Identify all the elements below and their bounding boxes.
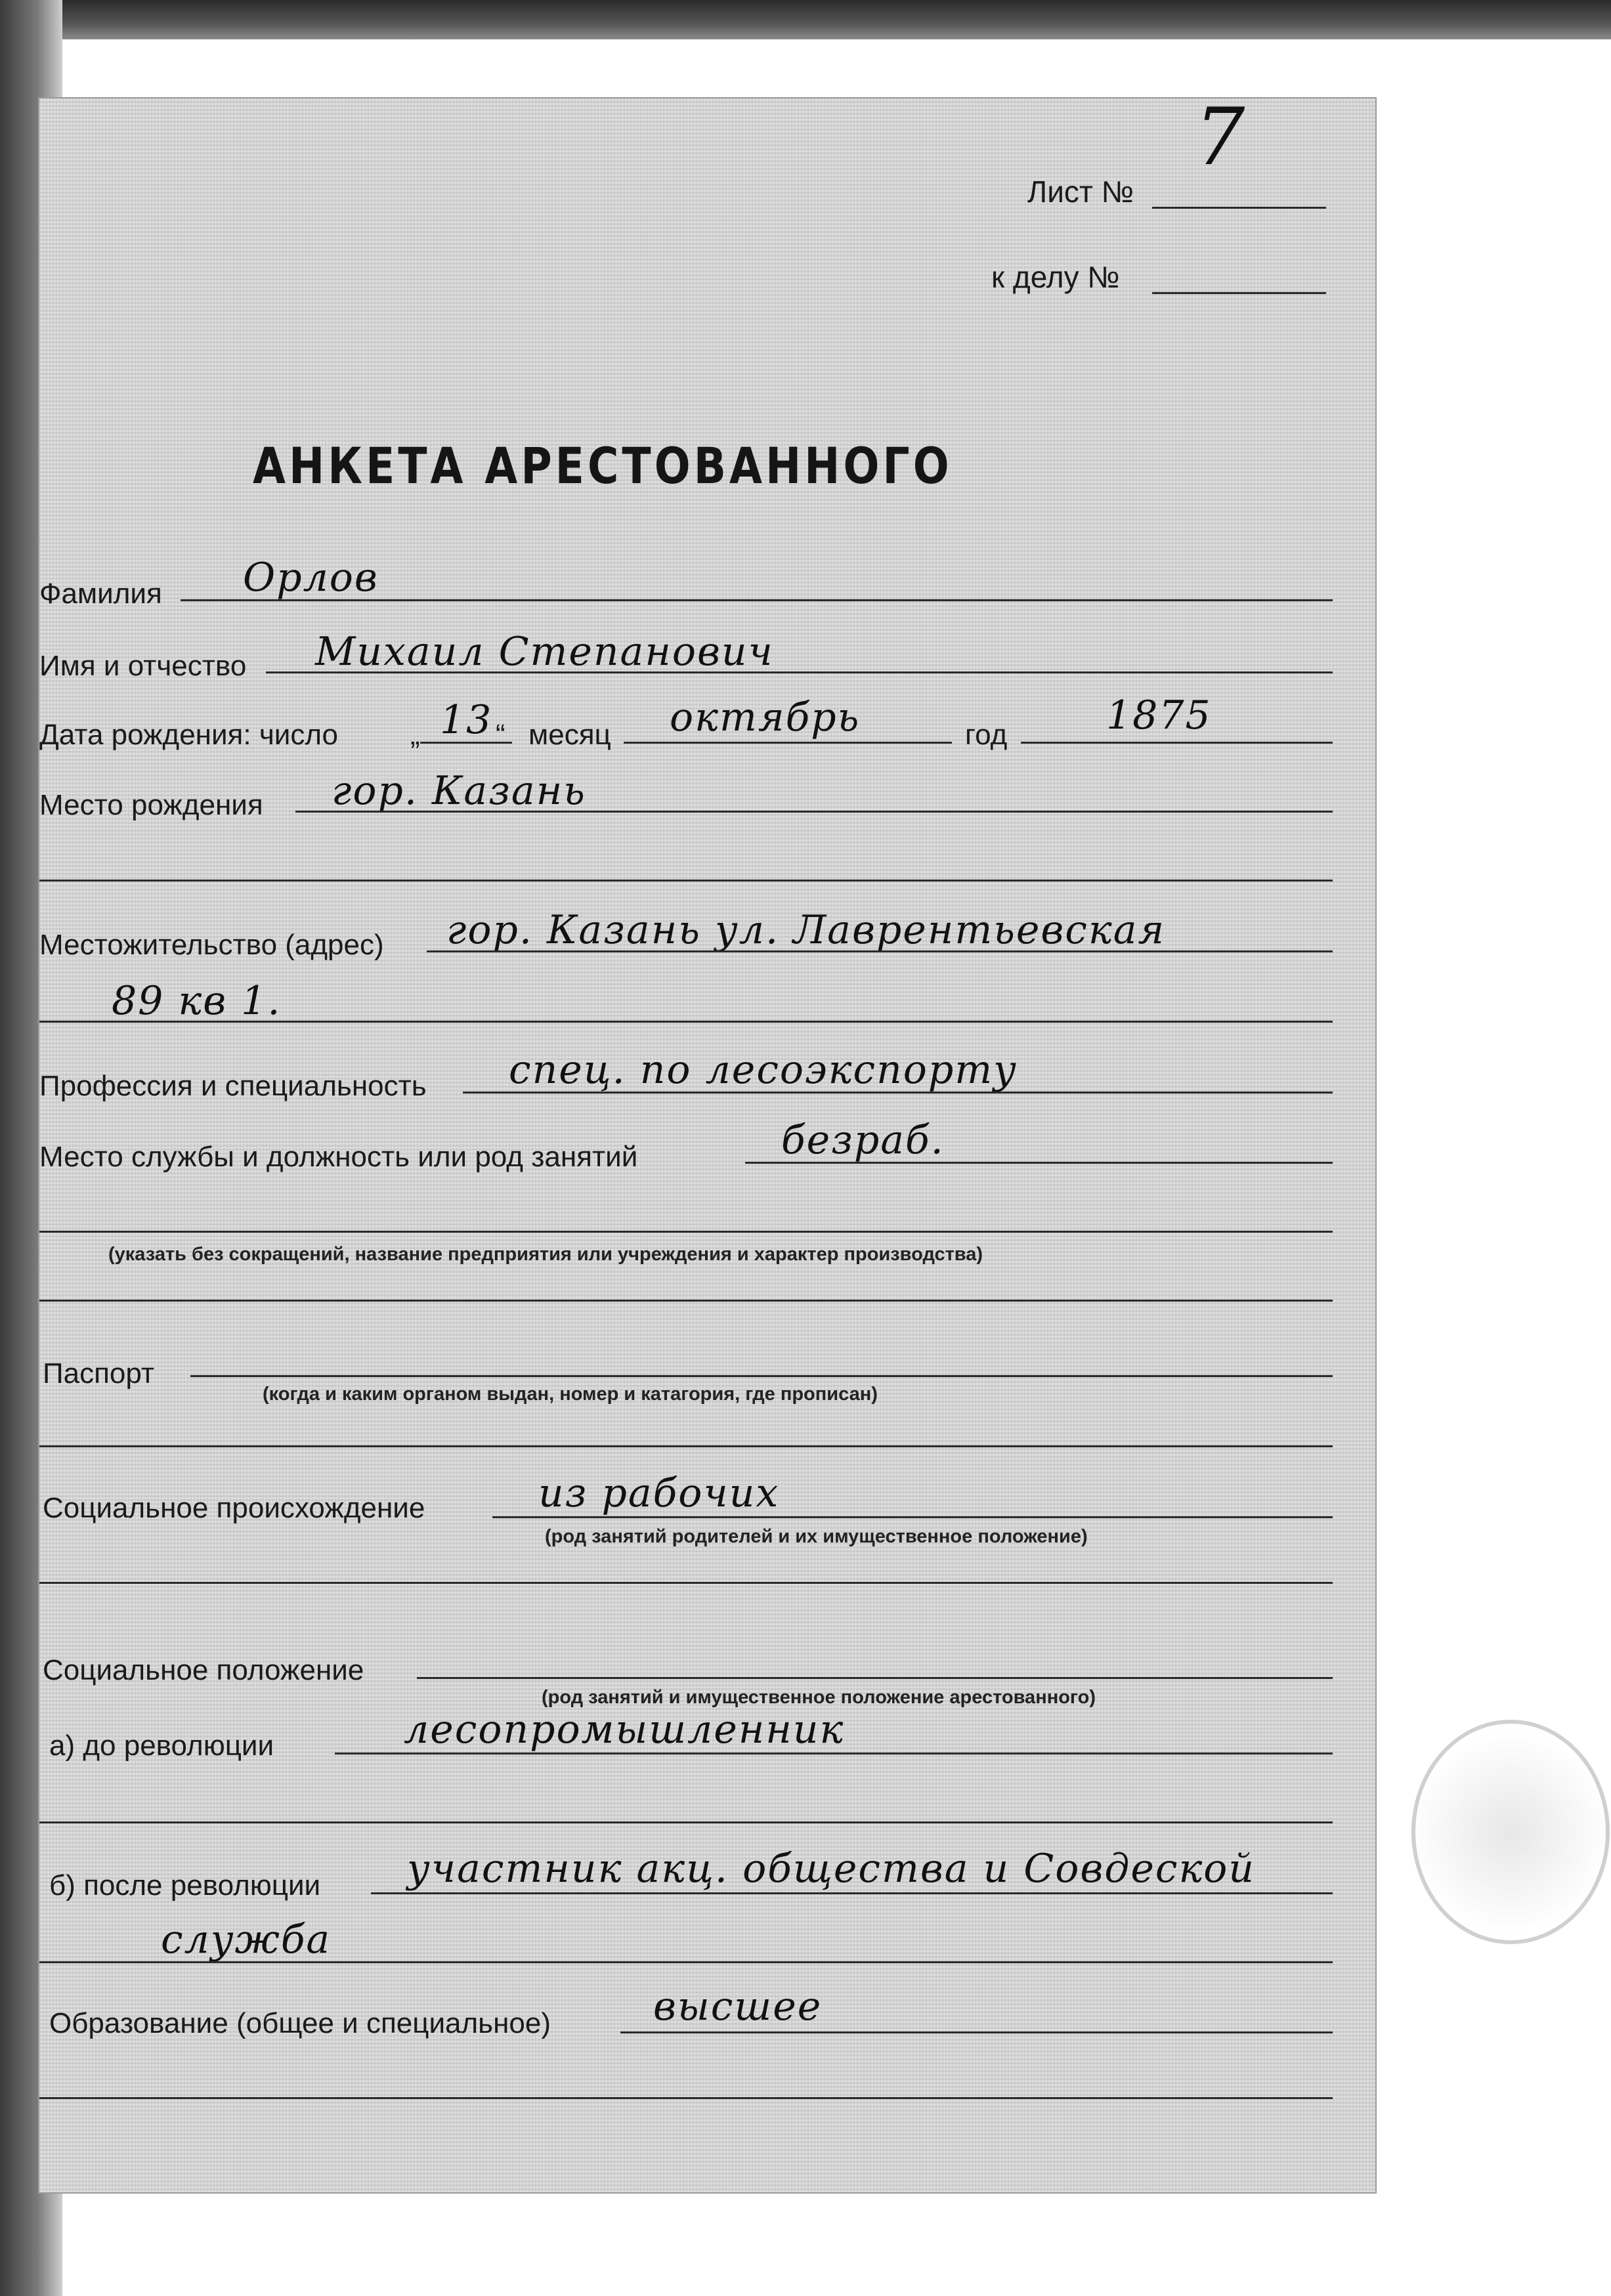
name-label: Имя и отчество (39, 650, 247, 682)
residence-value-line1: гор. Казань ул. Лаврентьевская (446, 907, 1166, 953)
passport-line (190, 1375, 1333, 1377)
social-origin-label: Социальное происхождение (43, 1492, 425, 1524)
social-origin-hint: (род занятий родителей и их имущественное положение) (545, 1526, 1088, 1547)
surname-line (181, 599, 1333, 601)
surname-label: Фамилия (39, 578, 162, 610)
workplace-value: безраб. (781, 1117, 945, 1163)
archive-stamp (1411, 1720, 1610, 1944)
workplace-line-2 (39, 1231, 1333, 1233)
surname-value: Орлов (243, 555, 379, 601)
birth-day-value: 13 (440, 697, 493, 743)
name-value: Михаил Степанович (315, 629, 774, 675)
sheet-number-line (1152, 207, 1326, 209)
workplace-line-3 (39, 1300, 1333, 1302)
questionnaire-sheet (39, 92, 1375, 2192)
education-value: высшее (653, 1984, 823, 2030)
case-number-line (1152, 292, 1326, 294)
birthplace-line-2 (39, 880, 1333, 882)
birth-date-label: Дата рождения: число (39, 719, 338, 751)
education-line-2 (39, 2097, 1333, 2099)
after-revolution-line (371, 1892, 1333, 1894)
passport-line-2 (39, 1445, 1333, 1447)
residence-value-line2: 89 кв 1. (112, 978, 282, 1024)
before-revolution-line-2 (39, 1821, 1333, 1823)
name-line (266, 671, 1333, 673)
birthplace-value: гор. Казань (332, 768, 586, 814)
profession-label: Профессия и специальность (39, 1070, 427, 1102)
birth-month-label: месяц (528, 719, 611, 751)
before-revolution-label: а) до революции (49, 1730, 274, 1762)
scan-edge-top (0, 0, 1611, 39)
passport-label: Паспорт (43, 1357, 155, 1390)
workplace-hint: (указать без сокращений, название предприятия или учреждения и характер производства) (108, 1244, 983, 1265)
birthplace-line (295, 811, 1333, 813)
birth-day-line (420, 742, 512, 744)
social-status-hint: (род занятий и имущественное положение арестованного) (542, 1687, 1096, 1708)
social-origin-line (492, 1516, 1333, 1518)
social-status-label: Социальное положение (43, 1654, 364, 1686)
after-revolution-line-2 (39, 1961, 1333, 1963)
birthplace-label: Место рождения (39, 789, 263, 821)
education-line (620, 2031, 1333, 2033)
birth-year-label: год (965, 719, 1008, 751)
before-revolution-value: лесопромышленник (404, 1707, 845, 1753)
before-revolution-line (335, 1753, 1333, 1754)
birth-year-line (1021, 742, 1333, 744)
birth-year-value: 1875 (1106, 692, 1212, 738)
social-origin-line-2 (39, 1582, 1333, 1584)
social-status-line (417, 1677, 1333, 1679)
sheet-number-label: Лист № (1027, 175, 1134, 209)
residence-label: Местожительство (адрес) (39, 929, 384, 961)
residence-line (427, 950, 1333, 952)
passport-hint: (когда и каким органом выдан, номер и катагория, где прописан) (263, 1384, 878, 1405)
birth-day-close-quote: “ (496, 719, 505, 751)
case-number-label: к делу № (991, 260, 1120, 294)
residence-line-2 (39, 1021, 1333, 1023)
sheet-number-value: 7 (1195, 92, 1245, 183)
profession-value: спец. по лесоэкспорту (509, 1047, 1018, 1093)
form-title: АНКЕТА АРЕСТОВАННОГО (253, 436, 953, 495)
profession-line (463, 1092, 1333, 1094)
after-revolution-label: б) после революции (49, 1869, 321, 1902)
birth-month-line (624, 742, 952, 744)
birth-day-open-quote: „ (410, 719, 420, 751)
education-label: Образование (общее и специальное) (49, 2007, 551, 2039)
workplace-line (745, 1162, 1333, 1164)
birth-month-value: октябрь (670, 694, 861, 740)
social-origin-value: из рабочих (538, 1470, 780, 1516)
after-revolution-value-line2: служба (161, 1917, 332, 1963)
after-revolution-value-line1: участник акц. общества и Совдеской (407, 1846, 1256, 1892)
workplace-label: Место службы и должность или род занятий (39, 1141, 638, 1173)
